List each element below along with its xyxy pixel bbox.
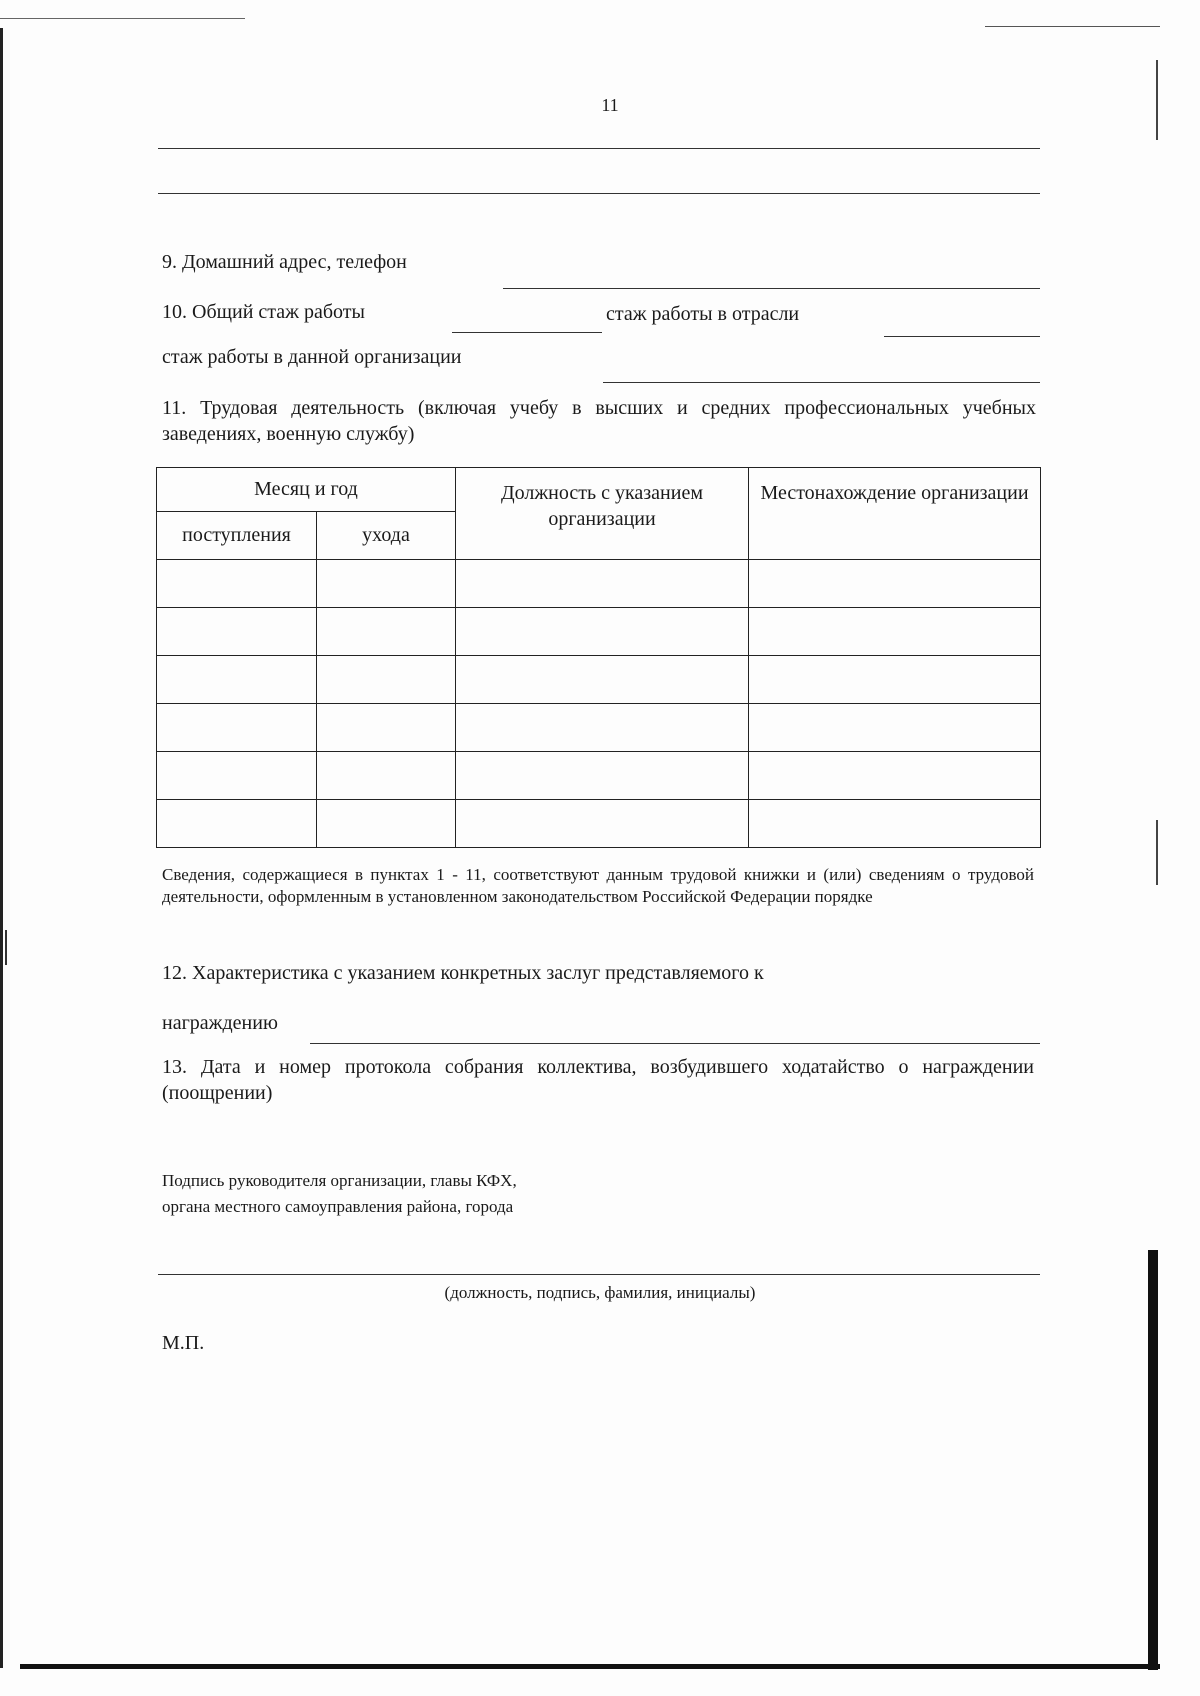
scan-bottom-border	[20, 1664, 1160, 1669]
header-entry: поступления	[157, 512, 317, 560]
signature-caption: (должность, подпись, фамилия, инициалы)	[444, 1283, 756, 1302]
home-address-label: 9. Домашний адрес, телефон	[162, 251, 407, 273]
table-row	[157, 656, 1041, 704]
scan-right-border	[1148, 1250, 1158, 1670]
protocol-label: 13. Дата и номер протокола собрания коллектива, возбудившего ходатайство о награждении (поощрении)	[162, 1056, 1034, 1104]
industry-experience-field-line[interactable]	[884, 336, 1040, 337]
org-experience-label: стаж работы в данной организации	[162, 346, 462, 368]
header-month-year: Месяц и год	[157, 468, 456, 512]
table-cell[interactable]	[157, 656, 317, 704]
table-cell[interactable]	[317, 656, 456, 704]
scan-right-mark	[1156, 60, 1158, 140]
table-row	[157, 704, 1041, 752]
home-address-field-line[interactable]	[503, 288, 1040, 289]
table-cell[interactable]	[317, 800, 456, 848]
signature-label-line1: Подпись руководителя организации, главы КФХ,	[162, 1171, 517, 1190]
table-cell[interactable]	[157, 560, 317, 608]
table-cell[interactable]	[456, 608, 749, 656]
table-row	[157, 608, 1041, 656]
table-cell[interactable]	[456, 800, 749, 848]
verification-note: Сведения, содержащиеся в пунктах 1 - 11, соответствуют данным трудовой книжки и (или) сведениям о трудовой деятельности, оформленным в установленном законодательством Российской Федерации порядке	[162, 865, 1034, 906]
scan-left-border	[0, 28, 3, 1668]
table-cell[interactable]	[157, 704, 317, 752]
table-cell[interactable]	[157, 800, 317, 848]
table-cell[interactable]	[456, 560, 749, 608]
table-row	[157, 800, 1041, 848]
merits-label-continued: награждению	[162, 1012, 278, 1034]
total-experience-field-line[interactable]	[452, 332, 602, 333]
table-cell[interactable]	[749, 560, 1041, 608]
signature-label-line2: органа местного самоуправления района, города	[162, 1197, 514, 1216]
table-cell[interactable]	[456, 656, 749, 704]
table-cell[interactable]	[456, 704, 749, 752]
table-cell[interactable]	[317, 704, 456, 752]
page-number: 11	[601, 95, 619, 115]
blank-line	[158, 193, 1040, 194]
industry-experience-label: стаж работы в отрасли	[606, 303, 800, 325]
scan-top-edge-right	[985, 26, 1160, 27]
table-cell[interactable]	[749, 656, 1041, 704]
header-position: Должность с указанием организации	[456, 468, 749, 560]
work-history-label: 11. Трудовая деятельность (включая учебу в высших и средних профессиональных учебных заведениях, военную службу)	[162, 397, 1036, 445]
org-experience-field-line[interactable]	[603, 382, 1040, 383]
table-cell[interactable]	[317, 560, 456, 608]
scan-right-mark	[1156, 820, 1158, 885]
table-cell[interactable]	[749, 800, 1041, 848]
merits-field-line[interactable]	[310, 1043, 1040, 1044]
scan-left-mark	[5, 930, 7, 965]
table-row	[157, 752, 1041, 800]
table-cell[interactable]	[749, 608, 1041, 656]
table-cell[interactable]	[749, 704, 1041, 752]
header-location: Местонахождение организации	[749, 468, 1041, 560]
table-cell[interactable]	[157, 752, 317, 800]
table-cell[interactable]	[157, 608, 317, 656]
table-row	[157, 560, 1041, 608]
total-experience-label: 10. Общий стаж работы	[162, 301, 365, 323]
work-history-table	[156, 467, 1041, 848]
table-cell[interactable]	[749, 752, 1041, 800]
signature-field-line[interactable]	[158, 1274, 1040, 1275]
table-cell[interactable]	[317, 608, 456, 656]
stamp-place-label: М.П.	[162, 1332, 205, 1354]
scan-top-edge-left	[0, 18, 245, 19]
header-exit: ухода	[317, 512, 456, 560]
table-cell[interactable]	[456, 752, 749, 800]
table-cell[interactable]	[317, 752, 456, 800]
blank-line	[158, 148, 1040, 149]
merits-label: 12. Характеристика с указанием конкретных заслуг представляемого к	[162, 962, 764, 984]
